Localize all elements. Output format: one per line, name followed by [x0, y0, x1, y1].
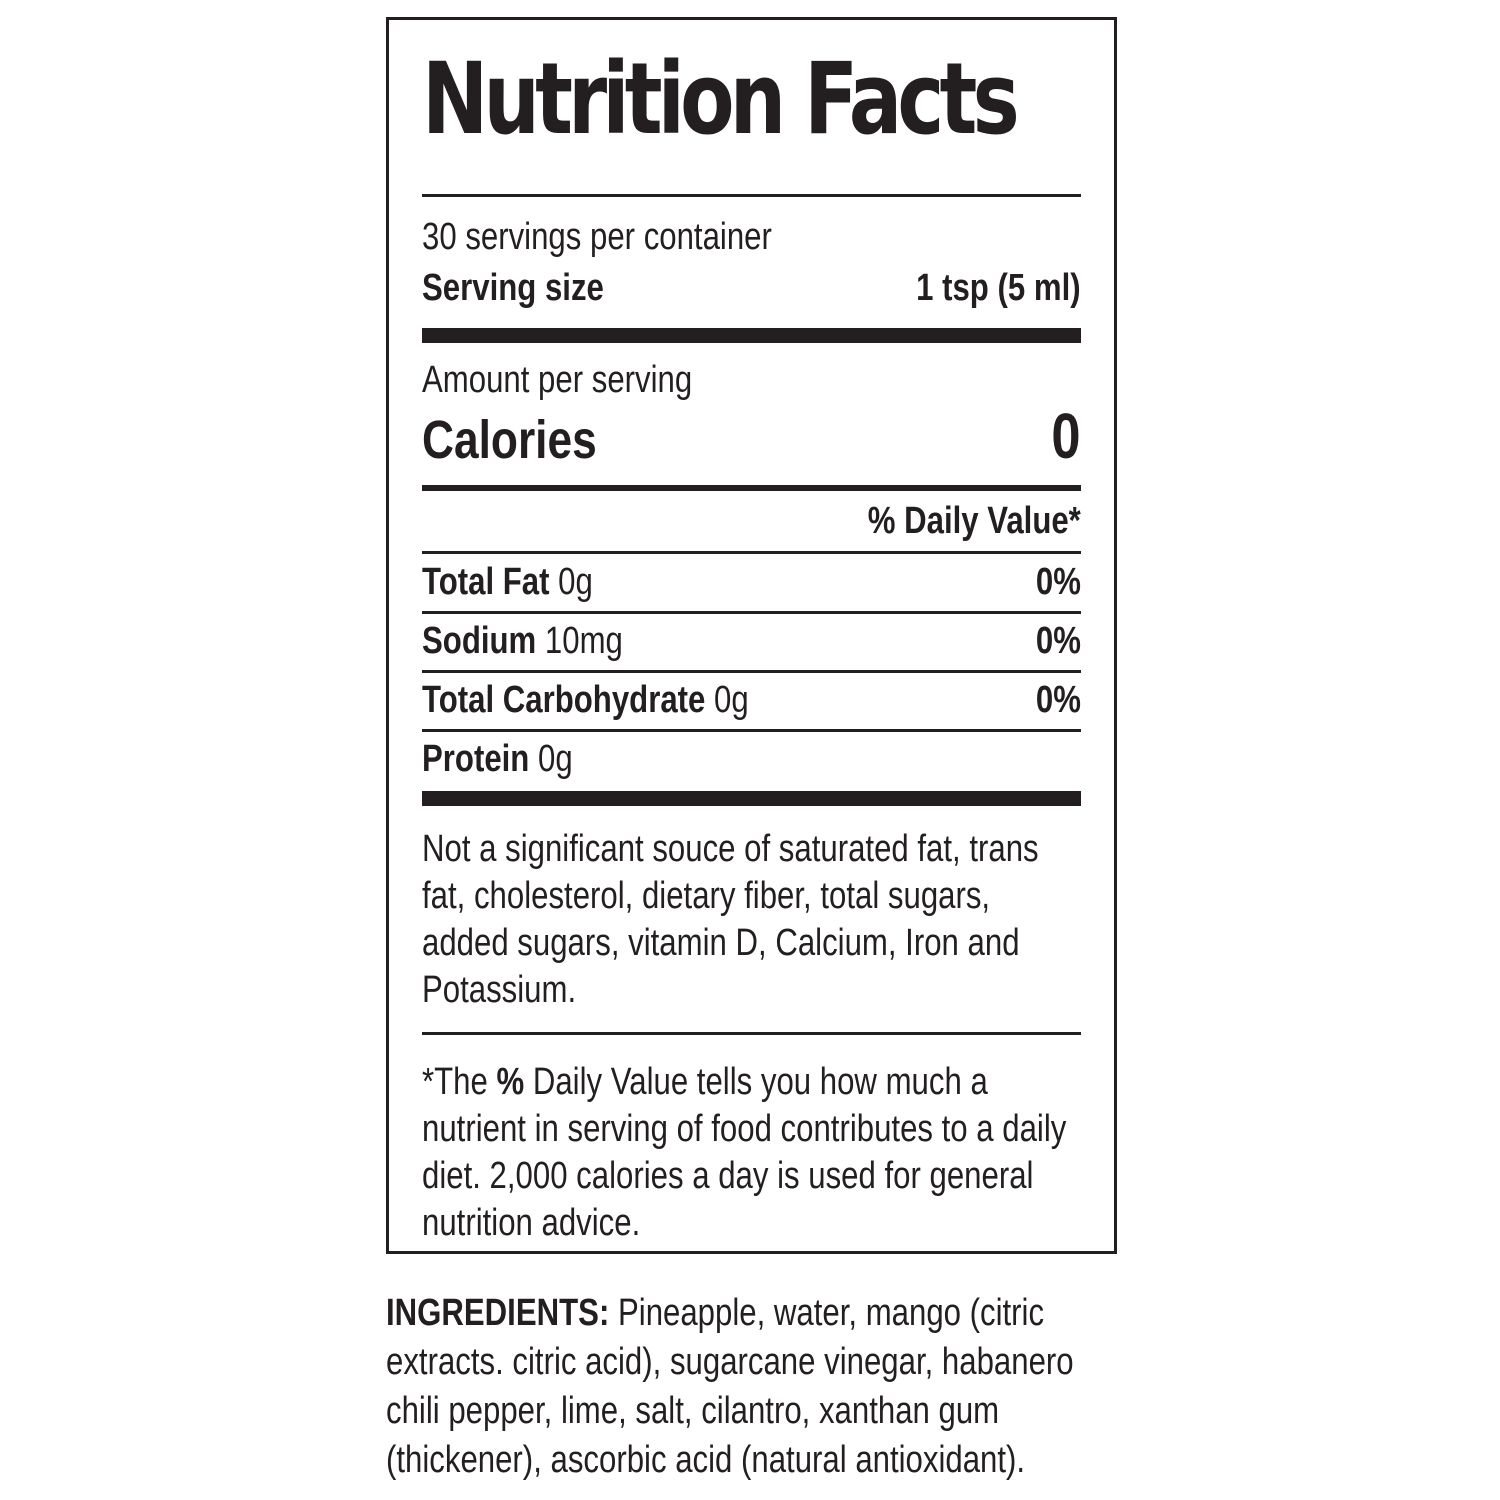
nutrient-name: Total Fat [422, 561, 550, 603]
nutrient-name: Protein [422, 738, 530, 780]
nutrient-amount: 0g [558, 561, 593, 603]
nutrient-row-total-carbohydrate [422, 677, 1081, 723]
nutrition-facts-title: Nutrition Facts [422, 42, 1015, 157]
nutrient-row-total-fat [422, 559, 1081, 605]
divider [422, 611, 1081, 614]
divider [422, 670, 1081, 673]
divider [422, 194, 1081, 197]
divider [422, 1032, 1081, 1035]
nutrient-daily-value: 0% [1035, 679, 1081, 721]
footnote-text: Daily Value tells you how much a nutrient in serving of food contributes to a daily diet. 2,000 calories a day is used for general nutrition advice. [422, 1061, 1067, 1244]
calories-label: Calories [422, 410, 597, 470]
thick-divider [422, 791, 1081, 806]
daily-value-footnote [422, 1059, 1083, 1247]
daily-value-header-row [422, 498, 1081, 544]
footnote-prefix: *The [422, 1061, 497, 1103]
nutrient-row-protein [422, 736, 1081, 782]
serving-size-row [422, 266, 1081, 310]
serving-size-value: 1 tsp (5 ml) [916, 267, 1081, 309]
servings-per-container: 30 servings per container [422, 216, 772, 258]
nutrition-facts-panel [386, 17, 1117, 1254]
medium-divider [422, 485, 1081, 491]
nutrient-name: Total Carbohydrate [422, 679, 706, 721]
daily-value-header: % Daily Value* [867, 500, 1081, 542]
nutrient-daily-value: 0% [1035, 561, 1081, 603]
nutrient-daily-value: 0% [1035, 620, 1081, 662]
nutrient-name: Sodium [422, 620, 537, 662]
nutrient-row-sodium [422, 618, 1081, 664]
amount-per-serving: Amount per serving [422, 359, 693, 401]
footnote-percent-symbol: % [496, 1061, 525, 1103]
ingredients-heading: INGREDIENTS: [386, 1292, 610, 1334]
ingredients-statement [386, 1289, 1116, 1485]
divider [422, 729, 1081, 732]
ingredients-list: Pineapple, water, mango (citric extracts. citric acid), sugarcane vinegar, habanero chili pepper, lime, salt, cilantro, xanthan gum (thickener), ascorbic acid (natural antioxidant). [386, 1292, 1074, 1481]
thick-divider [422, 328, 1081, 343]
divider [422, 551, 1081, 554]
nutrient-amount: 0g [538, 738, 573, 780]
nutrient-amount: 0g [714, 679, 749, 721]
nutrient-amount: 10mg [544, 620, 623, 662]
not-significant-source-statement: Not a significant souce of saturated fat, trans fat, cholesterol, dietary fiber, total sugars, added sugars, vitamin D, Calcium, Iron and Potassium. [422, 828, 1039, 1011]
serving-size-label: Serving size [422, 267, 604, 309]
nutrition-facts-content [422, 20, 1081, 1251]
calories-row [422, 400, 1081, 472]
calories-value: 0 [1051, 400, 1081, 472]
